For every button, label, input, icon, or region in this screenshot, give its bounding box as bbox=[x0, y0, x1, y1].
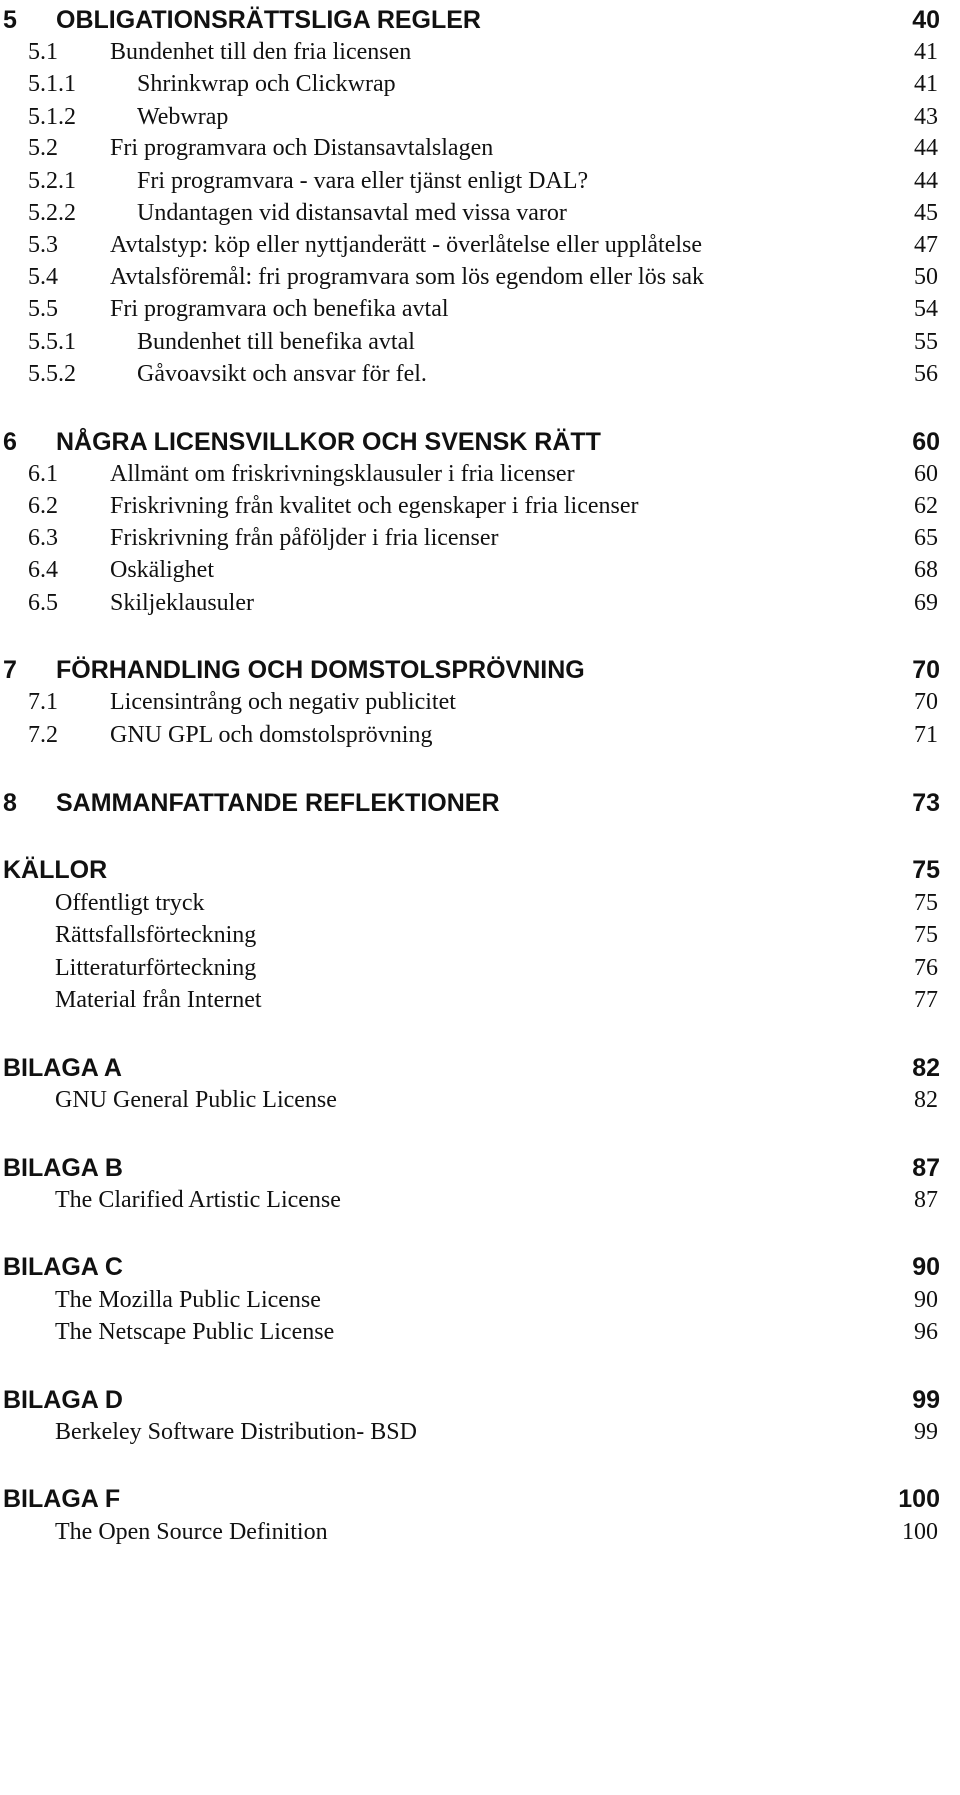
toc-entry[interactable] bbox=[0, 885, 960, 921]
toc-entry[interactable] bbox=[0, 1514, 960, 1550]
toc-number: 7 bbox=[3, 656, 17, 684]
toc-page-number: 54 bbox=[914, 296, 938, 322]
toc-title: Skiljeklausuler bbox=[110, 590, 254, 616]
toc-number: 5.3 bbox=[28, 232, 58, 258]
toc-title: FÖRHANDLING OCH DOMSTOLSPRÖVNING bbox=[56, 656, 585, 684]
toc-page-number: 75 bbox=[912, 856, 940, 884]
toc-entry[interactable] bbox=[0, 717, 960, 753]
toc-number: 5.1 bbox=[28, 39, 58, 65]
toc-title: Friskrivning från kvalitet och egenskaper i fria licenser bbox=[110, 493, 639, 519]
toc-title: Avtalsföremål: fri programvara som lös egendom eller lös sak bbox=[110, 264, 705, 290]
toc-entry[interactable] bbox=[0, 227, 960, 263]
toc-page-number: 40 bbox=[912, 6, 940, 34]
toc-title: SAMMANFATTANDE REFLEKTIONER bbox=[56, 789, 500, 817]
toc-page-number: 60 bbox=[912, 428, 940, 456]
toc-page-number: 68 bbox=[914, 557, 938, 583]
toc-number: 5.2.2 bbox=[28, 200, 76, 226]
toc-page-number: 41 bbox=[914, 39, 938, 65]
toc-number: 6.4 bbox=[28, 557, 58, 583]
toc-page-number: 75 bbox=[914, 922, 938, 948]
toc-page-number: 50 bbox=[914, 264, 938, 290]
toc-heading[interactable] bbox=[0, 1382, 960, 1418]
toc-entry[interactable] bbox=[0, 259, 960, 295]
toc-page-number: 43 bbox=[914, 104, 938, 130]
toc-number: 7.2 bbox=[28, 722, 58, 748]
toc-title: Webwrap bbox=[137, 104, 229, 130]
toc-number: 5.5.1 bbox=[28, 329, 76, 355]
toc-number: 5.1.2 bbox=[28, 104, 76, 130]
toc-page-number: 100 bbox=[902, 1519, 938, 1545]
toc-title: GNU General Public License bbox=[55, 1087, 337, 1113]
toc-heading[interactable] bbox=[0, 1481, 960, 1517]
toc-title: Bundenhet till den fria licensen bbox=[110, 39, 412, 65]
toc-page-number: 71 bbox=[914, 722, 938, 748]
toc-title: Rättsfallsförteckning bbox=[55, 922, 257, 948]
toc-heading[interactable] bbox=[0, 1050, 960, 1086]
toc-page-number: 99 bbox=[912, 1386, 940, 1414]
toc-page-number: 96 bbox=[914, 1319, 938, 1345]
toc-page-number: 69 bbox=[914, 590, 938, 616]
toc-title: The Clarified Artistic License bbox=[55, 1187, 341, 1213]
toc-heading[interactable] bbox=[0, 2, 960, 38]
toc-heading[interactable] bbox=[0, 424, 960, 460]
toc-number: 5.4 bbox=[28, 264, 58, 290]
toc-title: Fri programvara och benefika avtal bbox=[110, 296, 449, 322]
toc-number: 6.2 bbox=[28, 493, 58, 519]
toc-entry[interactable] bbox=[0, 585, 960, 621]
toc-heading[interactable] bbox=[0, 1150, 960, 1186]
toc-title: Bundenhet till benefika avtal bbox=[137, 329, 415, 355]
toc-number: 6.3 bbox=[28, 525, 58, 551]
toc-entry[interactable] bbox=[0, 1414, 960, 1450]
toc-number: 6.1 bbox=[28, 461, 58, 487]
toc-page-number: 87 bbox=[914, 1187, 938, 1213]
toc-entry[interactable] bbox=[0, 291, 960, 327]
toc-number: 5.1.1 bbox=[28, 71, 76, 97]
toc-entry[interactable] bbox=[0, 130, 960, 166]
toc-entry[interactable] bbox=[0, 34, 960, 70]
toc-number: 5.2 bbox=[28, 135, 58, 161]
toc-page-number: 56 bbox=[914, 361, 938, 387]
toc-entry[interactable] bbox=[0, 324, 960, 360]
toc-title: Avtalstyp: köp eller nyttjanderätt - överlåtelse eller upplåtelse bbox=[110, 232, 703, 258]
toc-number: 5 bbox=[3, 6, 17, 34]
toc-title: Berkeley Software Distribution- BSD bbox=[55, 1419, 417, 1445]
toc-entry[interactable] bbox=[0, 356, 960, 392]
toc-entry[interactable] bbox=[0, 488, 960, 524]
toc-title: Material från Internet bbox=[55, 987, 262, 1013]
toc-title: Undantagen vid distansavtal med vissa varor bbox=[137, 200, 567, 226]
toc-number: 8 bbox=[3, 789, 17, 817]
toc-page-number: 44 bbox=[914, 168, 938, 194]
toc-page-number: 73 bbox=[912, 789, 940, 817]
toc-title: Fri programvara och Distansavtalslagen bbox=[110, 135, 494, 161]
toc-entry[interactable] bbox=[0, 195, 960, 231]
toc-heading[interactable] bbox=[0, 852, 960, 888]
toc-heading[interactable] bbox=[0, 1249, 960, 1285]
toc-title: The Open Source Definition bbox=[55, 1519, 328, 1545]
toc-title: Allmänt om friskrivningsklausuler i fria licenser bbox=[110, 461, 575, 487]
toc-entry[interactable] bbox=[0, 1282, 960, 1318]
toc-entry[interactable] bbox=[0, 982, 960, 1018]
toc-title: BILAGA A bbox=[3, 1054, 122, 1082]
toc-entry[interactable] bbox=[0, 950, 960, 986]
toc-entry[interactable] bbox=[0, 552, 960, 588]
toc-title: GNU GPL och domstolsprövning bbox=[110, 722, 433, 748]
toc-page-number: 55 bbox=[914, 329, 938, 355]
toc-page-number: 45 bbox=[914, 200, 938, 226]
toc-title: Offentligt tryck bbox=[55, 890, 205, 916]
toc-page-number: 41 bbox=[914, 71, 938, 97]
toc-entry[interactable] bbox=[0, 520, 960, 556]
toc-entry[interactable] bbox=[0, 684, 960, 720]
toc-entry[interactable] bbox=[0, 66, 960, 102]
toc-page-number: 65 bbox=[914, 525, 938, 551]
toc-entry[interactable] bbox=[0, 1182, 960, 1218]
toc-page-number: 60 bbox=[914, 461, 938, 487]
toc-title: Oskälighet bbox=[110, 557, 214, 583]
toc-page-number: 90 bbox=[914, 1287, 938, 1313]
toc-page-number: 62 bbox=[914, 493, 938, 519]
toc-title: BILAGA D bbox=[3, 1386, 123, 1414]
toc-title: Shrinkwrap och Clickwrap bbox=[137, 71, 396, 97]
toc-title: KÄLLOR bbox=[3, 856, 108, 884]
toc-page-number: 47 bbox=[914, 232, 938, 258]
toc-title: Gåvoavsikt och ansvar för fel. bbox=[137, 361, 427, 387]
toc-number: 5.2.1 bbox=[28, 168, 76, 194]
toc-entry[interactable] bbox=[0, 1314, 960, 1350]
toc-title: Friskrivning från påföljder i fria licenser bbox=[110, 525, 499, 551]
toc-title: Litteraturförteckning bbox=[55, 955, 257, 981]
toc-entry[interactable] bbox=[0, 917, 960, 953]
toc-page-number: 82 bbox=[912, 1054, 940, 1082]
toc-title: BILAGA C bbox=[3, 1253, 123, 1281]
toc-page-number: 44 bbox=[914, 135, 938, 161]
toc-entry[interactable] bbox=[0, 456, 960, 492]
toc-page-number: 90 bbox=[912, 1253, 940, 1281]
toc-number: 5.5 bbox=[28, 296, 58, 322]
toc-page-number: 99 bbox=[914, 1419, 938, 1445]
toc-heading[interactable] bbox=[0, 785, 960, 821]
toc-title: The Netscape Public License bbox=[55, 1319, 335, 1345]
toc-number: 7.1 bbox=[28, 689, 58, 715]
toc-entry[interactable] bbox=[0, 1082, 960, 1118]
toc-page-number: 87 bbox=[912, 1154, 940, 1182]
toc-page-number: 77 bbox=[914, 987, 938, 1013]
toc-page-number: 82 bbox=[914, 1087, 938, 1113]
toc-title: The Mozilla Public License bbox=[55, 1287, 321, 1313]
toc-title: BILAGA F bbox=[3, 1485, 121, 1513]
toc-page-number: 100 bbox=[898, 1485, 940, 1513]
toc-entry[interactable] bbox=[0, 163, 960, 199]
toc-page-number: 70 bbox=[912, 656, 940, 684]
toc-title: Licensintrång och negativ publicitet bbox=[110, 689, 456, 715]
toc-number: 6 bbox=[3, 428, 17, 456]
toc-page-number: 75 bbox=[914, 890, 938, 916]
toc-number: 5.5.2 bbox=[28, 361, 76, 387]
toc-page-number: 76 bbox=[914, 955, 938, 981]
toc-number: 6.5 bbox=[28, 590, 58, 616]
toc-title: NÅGRA LICENSVILLKOR OCH SVENSK RÄTT bbox=[56, 428, 601, 456]
toc-title: OBLIGATIONSRÄTTSLIGA REGLER bbox=[56, 6, 481, 34]
toc-title: BILAGA B bbox=[3, 1154, 123, 1182]
toc-heading[interactable] bbox=[0, 652, 960, 688]
toc-page-number: 70 bbox=[914, 689, 938, 715]
toc-title: Fri programvara - vara eller tjänst enligt DAL? bbox=[137, 168, 589, 194]
